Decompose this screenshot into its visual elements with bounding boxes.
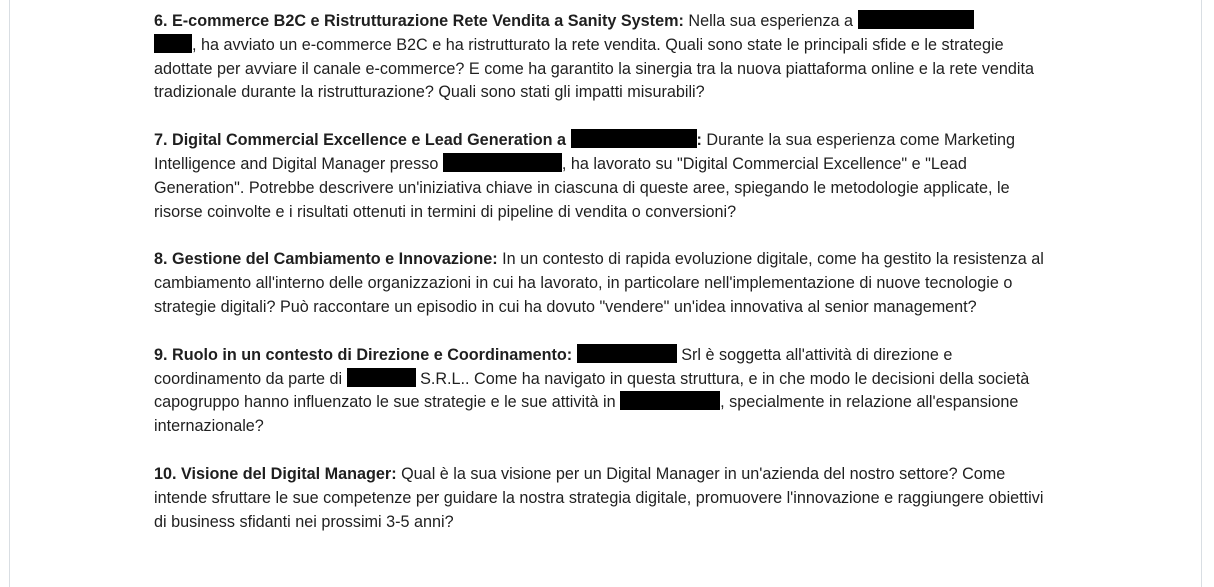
question-7-text-2: , ha lavorato su "Digital Commercial Excellence" e "Lead Generation". Potrebbe descrivere un'iniziativa chiave in ciascuna di queste aree, spiegando le metodologie applicate, le risorse coinvolte e i risultati ottenuti in termini di pipeline di vendita o conversioni?: [154, 154, 1010, 221]
question-8: [154, 248, 1059, 319]
question-6-text-1: Nella sua esperienza a: [683, 12, 858, 30]
redaction-block: [577, 344, 677, 363]
question-7-title-start: 7. Digital Commercial Excellence e Lead Generation a: [154, 131, 571, 150]
redaction-block: [154, 34, 192, 53]
redaction-block: [858, 10, 974, 29]
redaction-block: [443, 153, 562, 172]
question-6-title: 6. E-commerce B2C e Ristrutturazione Rete Vendita a Sanity System:: [154, 12, 684, 30]
question-6-text-2: , ha avviato un e-commerce B2C e ha ristrutturato la rete vendita. Quali sono state le principali sfide e le strategie adottate per avviare il canale e-commerce? E come ha garantito la sinergia tra la nuova piattaforma online e la rete vendita tradizionale durante la ristrutturazione? Quali sono stati gli impatti misurabili?: [154, 35, 1035, 102]
question-7-title-end: :: [696, 131, 702, 150]
question-7-text-1: Durante la sua esperienza come Marketing Intelligence and Digital Manager presso: [154, 131, 1016, 173]
question-10-title: 10. Visione del Digital Manager:: [154, 464, 397, 483]
question-6: [154, 10, 1059, 105]
redaction-block: [571, 129, 697, 148]
question-8-title: 8. Gestione del Cambiamento e Innovazione:: [154, 250, 498, 269]
document-body: [154, 10, 1059, 558]
question-9-title: 9. Ruolo in un contesto di Direzione e Coordinamento:: [154, 345, 573, 364]
question-7: [154, 129, 1059, 224]
redaction-block: [347, 368, 416, 387]
question-7-title: [154, 131, 702, 149]
question-9-text-3: , specialmente in relazione all'espansione internazionale?: [154, 393, 1019, 436]
question-9-text-2: S.R.L.. Come ha navigato in questa struttura, e in che modo le decisioni della società capogruppo hanno influenzato le sue strategie e le sue attività in: [154, 369, 1030, 412]
question-10-text-1: Qual è la sua visione per un Digital Manager in un'azienda del nostro settore? Come intende sfruttare le sue competenze per guidare la nostra strategia digitale, promuovere l'innovazione e raggiungere obiettivi di business sfidanti nei prossimi 3-5 anni?: [154, 464, 1044, 531]
page-right-border: [1201, 0, 1202, 587]
question-8-text-1: In un contesto di rapida evoluzione digitale, come ha gestito la resistenza al cambiamento all'interno delle organizzazioni in cui ha lavorato, in particolare nell'implementazione di nuove tecnologie o strategie digitali? Può raccontare un episodio in cui ha dovuto "vendere" un'idea innovativa al senior management?: [154, 250, 1044, 316]
page-left-border: [9, 0, 10, 587]
question-9-text-1: Srl è soggetta all'attività di direzione e coordinamento da parte di: [154, 345, 953, 388]
question-10: [154, 463, 1059, 534]
question-9: [154, 344, 1059, 439]
redaction-block: [620, 391, 720, 410]
